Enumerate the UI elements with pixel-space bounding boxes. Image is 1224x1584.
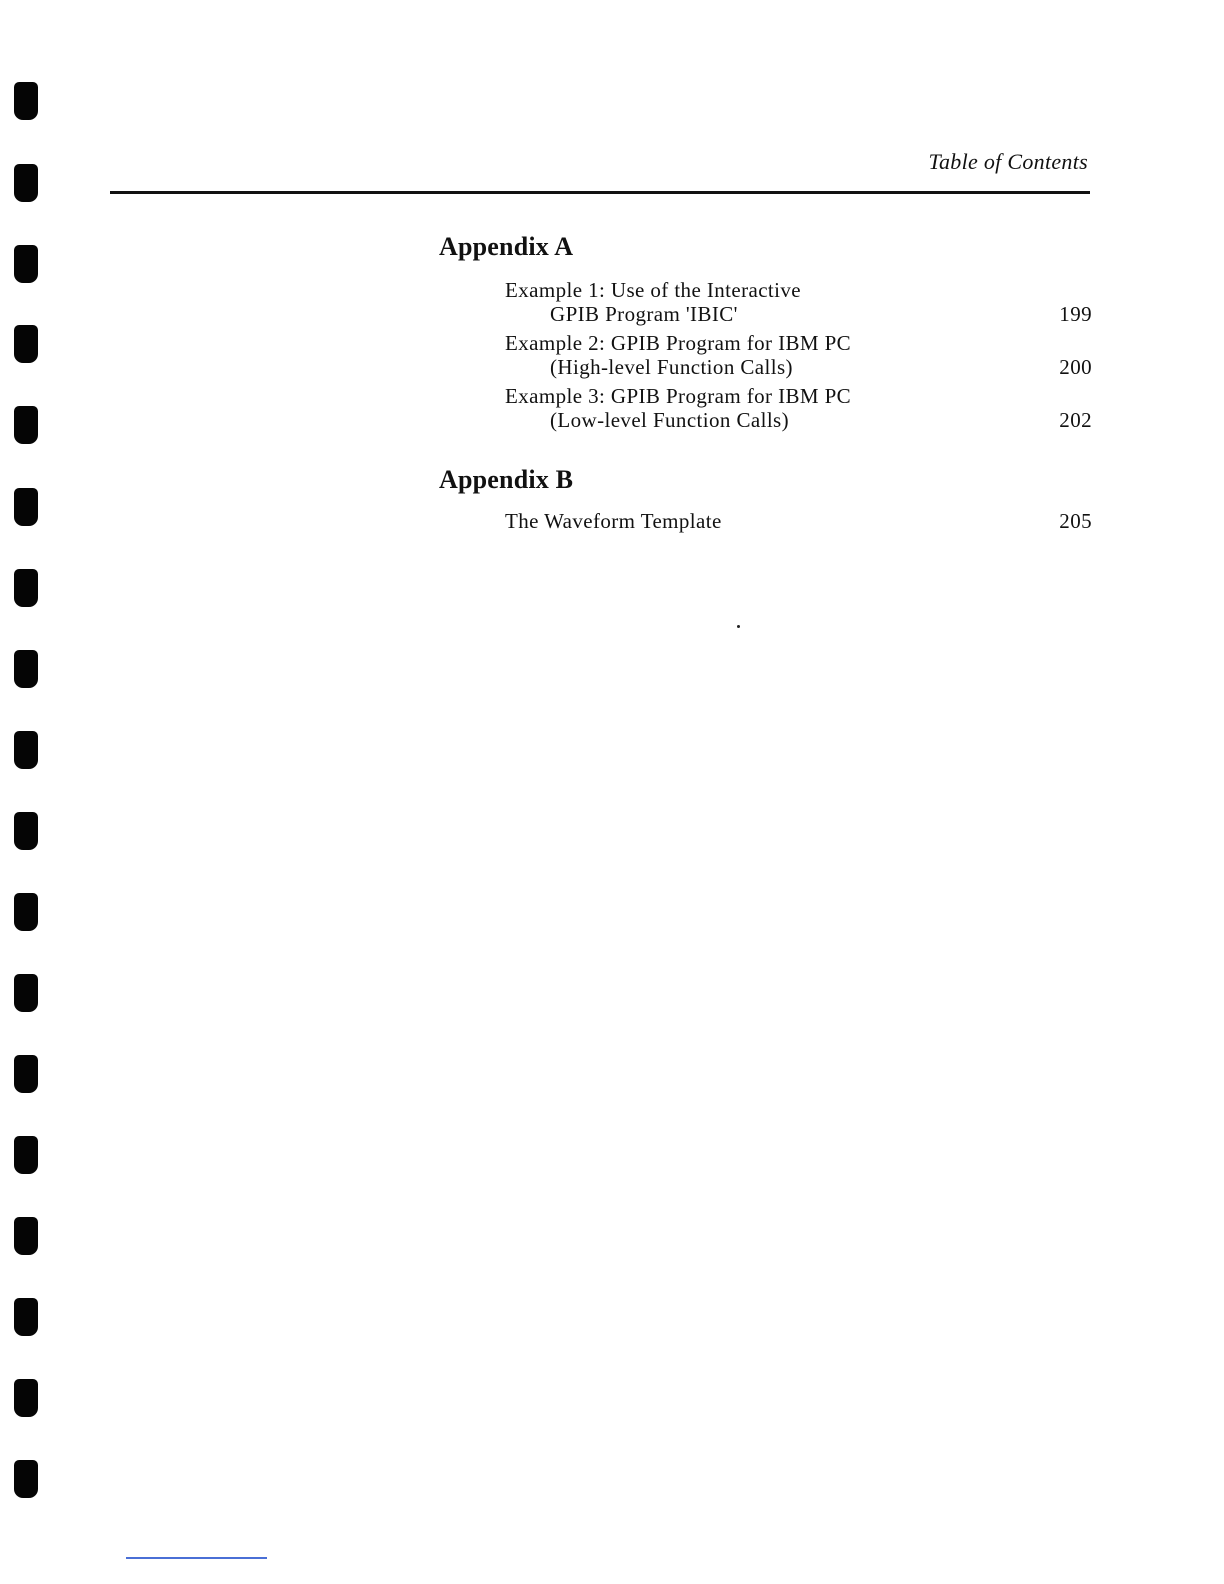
toc-entry-line2: (Low-level Function Calls): [550, 408, 790, 432]
toc-entry-page-number: 205: [1059, 509, 1092, 533]
toc-entry-line1: Example 2: GPIB Program for IBM PC: [505, 331, 852, 355]
toc-entry-example-3[interactable]: [505, 384, 1092, 432]
toc-entry-page-number: 200: [1059, 355, 1092, 379]
header-rule: [110, 191, 1090, 194]
section-heading-appendix-b: Appendix B: [439, 465, 574, 494]
running-header-title: Table of Contents: [928, 149, 1088, 174]
toc-entry-example-2[interactable]: [505, 331, 1092, 379]
punch-hole: [14, 1298, 38, 1336]
bottom-edge-line: [126, 1557, 267, 1559]
punch-hole: [14, 325, 38, 363]
toc-entry-waveform-template[interactable]: [505, 509, 1092, 533]
punch-hole: [14, 731, 38, 769]
punch-hole: [14, 893, 38, 931]
punch-hole: [14, 974, 38, 1012]
punch-hole: [14, 1379, 38, 1417]
punch-hole: [14, 164, 38, 202]
punch-hole: [14, 245, 38, 283]
toc-entry-page-number: 202: [1059, 408, 1092, 432]
toc-entry-line1: Example 1: Use of the Interactive: [505, 278, 802, 302]
punch-hole: [14, 1055, 38, 1093]
toc-entry-example-1[interactable]: [505, 278, 1092, 326]
punch-hole: [14, 1217, 38, 1255]
punch-hole: [14, 1460, 38, 1498]
punch-hole: [14, 650, 38, 688]
toc-entry-line2: (High-level Function Calls): [550, 355, 793, 379]
punch-hole: [14, 488, 38, 526]
toc-entry-page-number: 199: [1059, 302, 1092, 326]
toc-entry-line2: GPIB Program 'IBIC': [550, 302, 738, 326]
punch-hole: [14, 569, 38, 607]
punch-hole: [14, 1136, 38, 1174]
punch-hole: [14, 406, 38, 444]
toc-entry-line1: Example 3: GPIB Program for IBM PC: [505, 384, 852, 408]
punch-hole: [14, 812, 38, 850]
scan-speck: [737, 625, 740, 628]
punch-hole: [14, 82, 38, 120]
section-heading-appendix-a: Appendix A: [439, 232, 574, 261]
toc-entry-line1: The Waveform Template: [505, 509, 722, 533]
